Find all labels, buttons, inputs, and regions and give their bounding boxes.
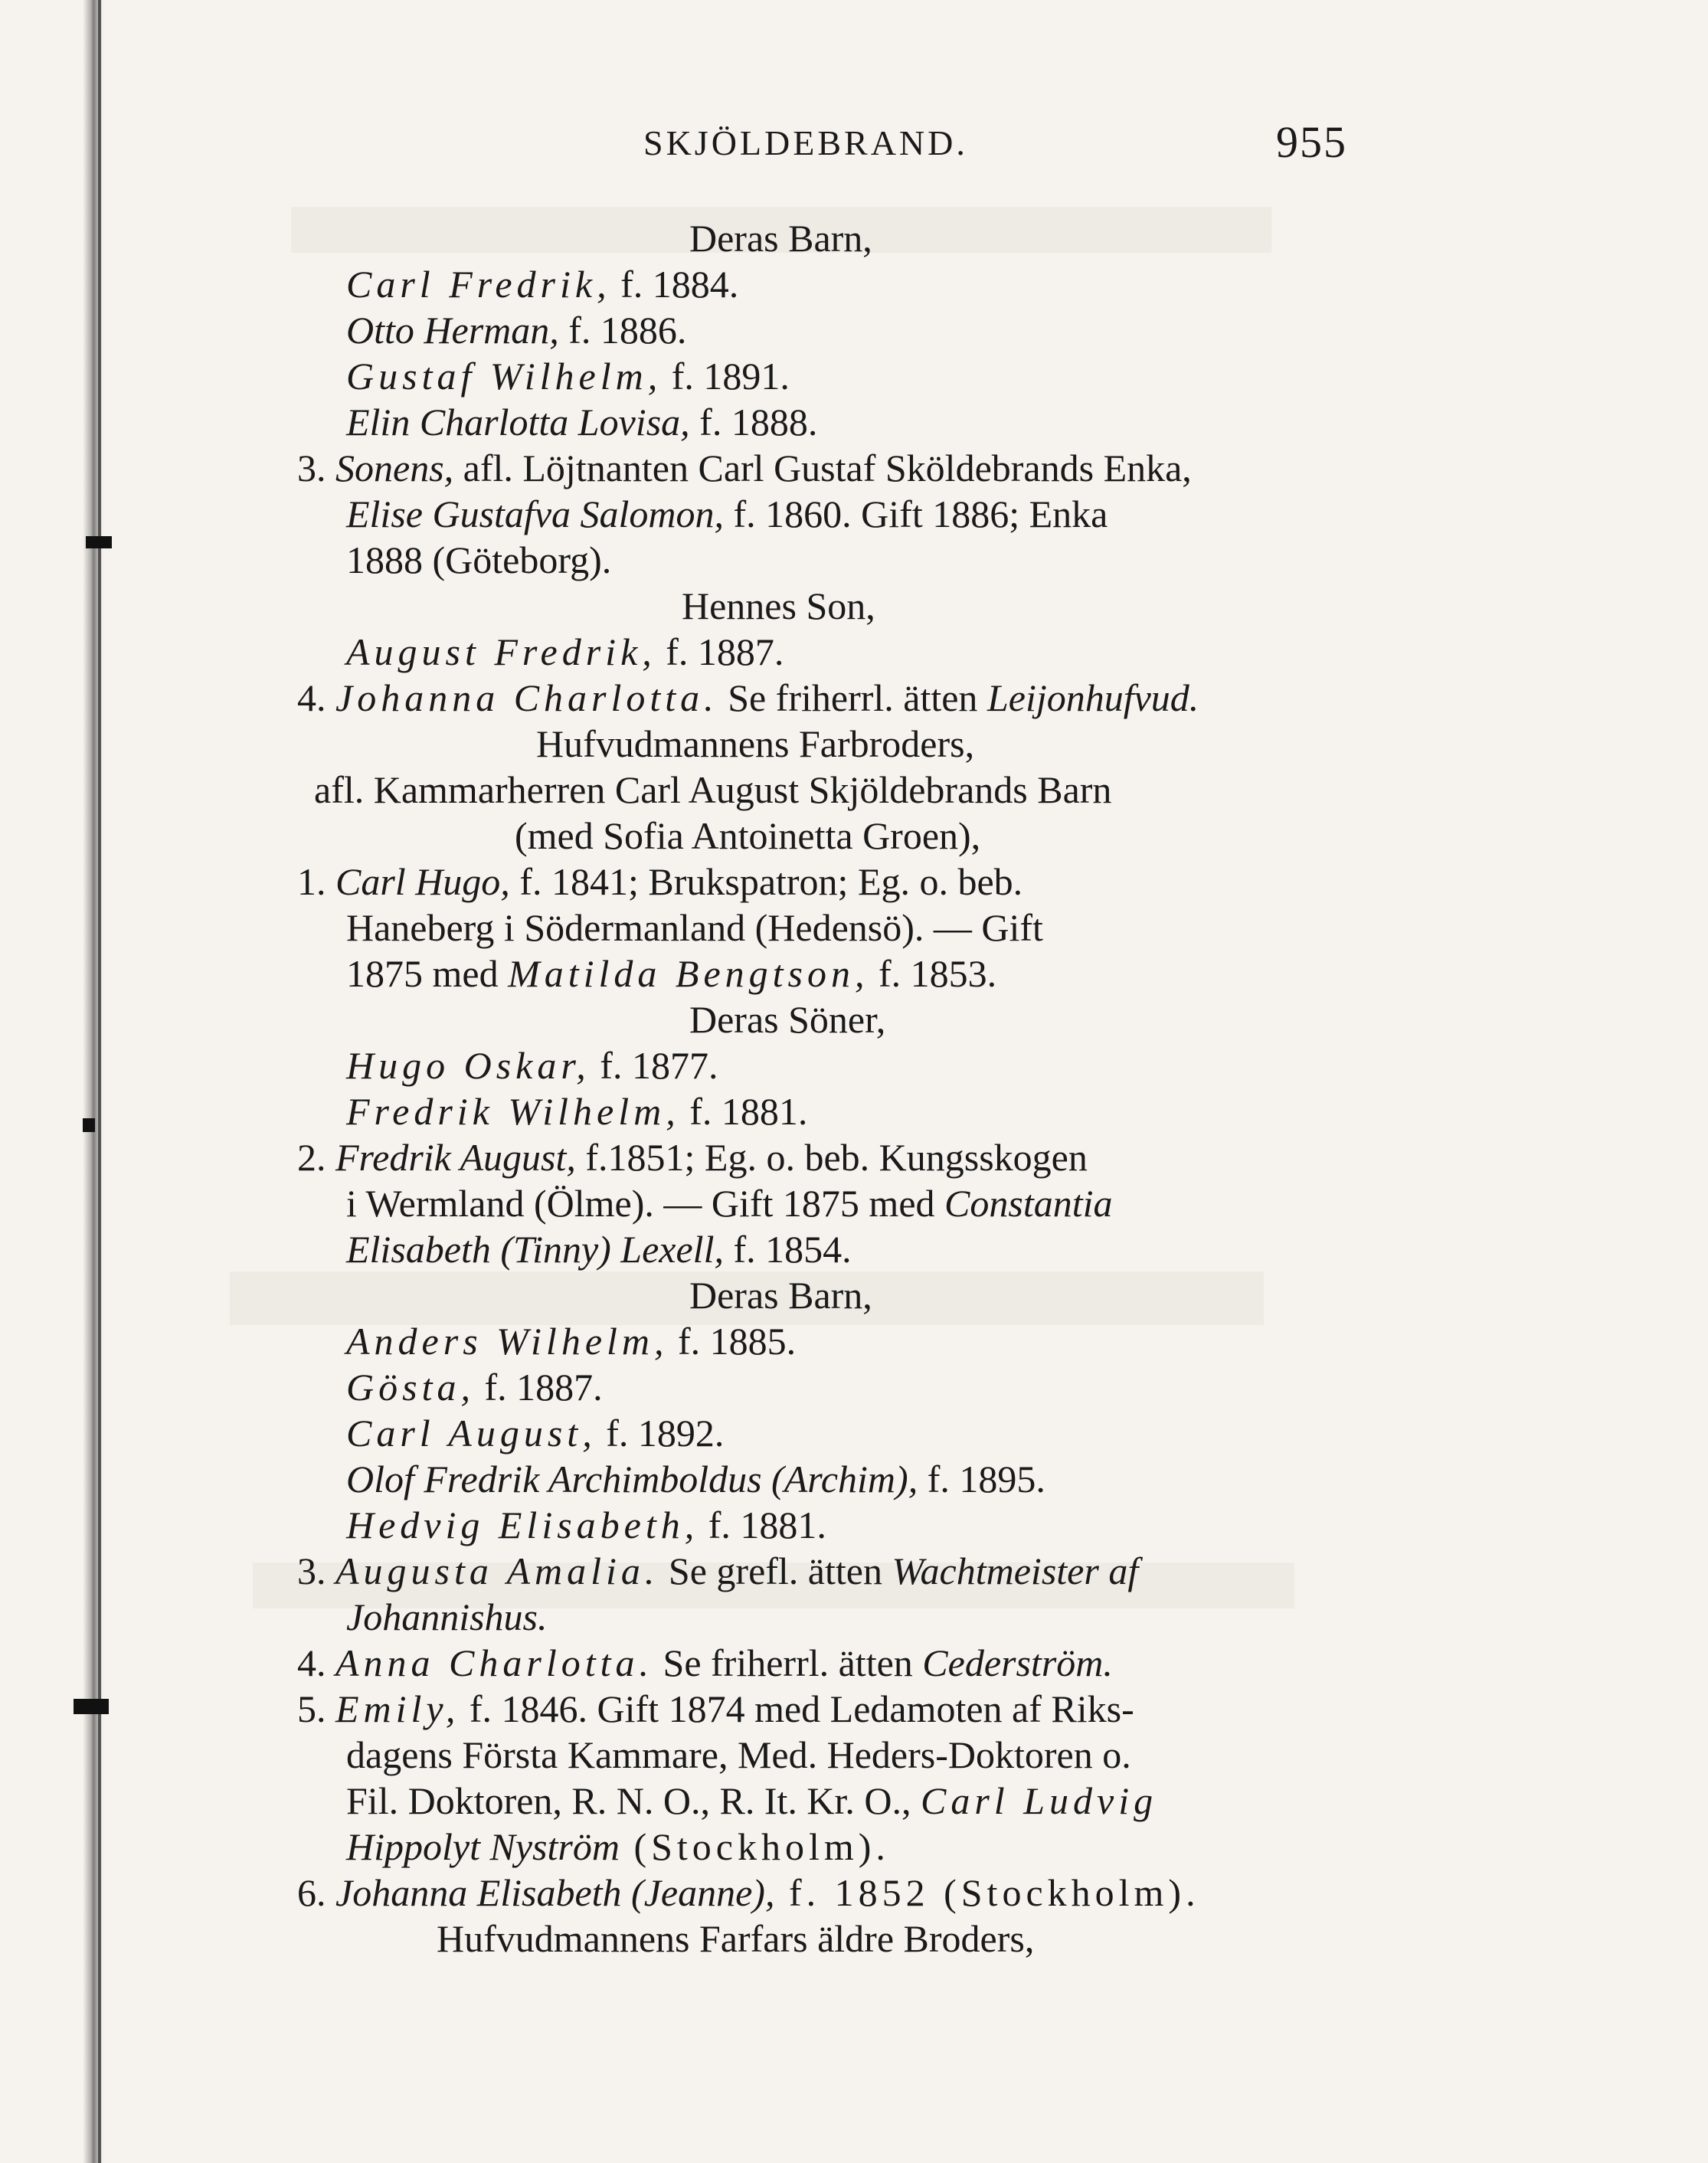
- text-line: [297, 1687, 1134, 1731]
- line-text: f.1851; Eg. o. beb. Kungsskogen: [575, 1136, 1088, 1179]
- page-number: 955: [1276, 117, 1347, 167]
- entry-number: 3.: [297, 1549, 335, 1592]
- text-line: [346, 538, 611, 582]
- text-line: [346, 951, 996, 996]
- text-line: [297, 676, 1199, 720]
- line-text: f. 1886.: [558, 309, 687, 352]
- person-name: Gösta,: [346, 1366, 475, 1409]
- person-name: Carl Ludvig: [921, 1779, 1158, 1822]
- binding-tick-mark: [86, 536, 112, 548]
- line-text: f. 1891.: [662, 355, 790, 398]
- person-name: Otto Herman,: [346, 309, 559, 352]
- heading-text: Hufvudmannens Farfars äldre Broders,: [437, 1917, 1035, 1960]
- section-heading: [536, 722, 974, 766]
- text-line: [346, 1503, 826, 1547]
- text-line: [297, 1641, 1113, 1685]
- person-name: Hugo Oskar,: [346, 1044, 591, 1087]
- person-name: Johanna Elisabeth (Jeanne),: [335, 1871, 775, 1914]
- text-line: [346, 354, 790, 398]
- person-name: August Fredrik,: [346, 630, 656, 673]
- text-line: [346, 492, 1108, 536]
- section-heading: [682, 584, 875, 628]
- line-text: f. 1881.: [699, 1504, 826, 1546]
- line-text: f. 1888.: [689, 401, 818, 443]
- line-text: (Stockholm).: [619, 1825, 890, 1868]
- person-name: Olof Fredrik Archimboldus (Archim),: [346, 1458, 918, 1500]
- person-name: Matilda Bengtson,: [508, 952, 869, 995]
- family-reference: Cederström.: [922, 1641, 1113, 1684]
- entry-number: 1.: [297, 860, 335, 903]
- line-text: (med Sofia Antoinetta Groen),: [515, 814, 981, 857]
- running-header: SKJÖLDEBRAND.: [643, 123, 968, 162]
- family-reference: Wachtmeister af: [892, 1549, 1139, 1592]
- text-line: [346, 630, 784, 674]
- section-heading: [689, 997, 885, 1042]
- line-text: f. 1846. Gift 1874 med Ledamoten af Riks-: [460, 1687, 1134, 1730]
- line-text: f. 1884.: [610, 263, 739, 306]
- entry-number: 4.: [297, 676, 335, 719]
- text-line: [297, 446, 1192, 490]
- family-reference: Leijonhufvud.: [987, 676, 1199, 719]
- text-line: [346, 1733, 1131, 1777]
- line-text: afl. Löjtnanten Carl Gustaf Sköldebrands Enka,: [453, 447, 1192, 489]
- text-line: [346, 262, 738, 306]
- line-text: f. 1887.: [656, 630, 784, 673]
- text-line: [346, 308, 686, 352]
- binding-tick-mark: [83, 1118, 95, 1132]
- person-name: Constantia: [944, 1182, 1113, 1225]
- line-text: f. 1885.: [668, 1320, 797, 1363]
- entry-number: 5.: [297, 1687, 335, 1730]
- text-line: [346, 1089, 807, 1134]
- person-name: Elise Gustafva Salomon,: [346, 492, 725, 535]
- line-text: Se friherrl. ätten: [718, 676, 987, 719]
- line-text: f. 1841; Brukspatron; Eg. o. beb.: [509, 860, 1023, 903]
- heading-text: Deras Barn,: [689, 217, 872, 260]
- line-text: f. 1852 (Stockholm).: [774, 1871, 1200, 1914]
- section-heading: [689, 216, 872, 260]
- text-line: [346, 400, 817, 444]
- line-text: f. 1881.: [679, 1090, 808, 1133]
- family-reference: Johannishus.: [346, 1595, 548, 1638]
- heading-text: Deras Barn,: [689, 1274, 872, 1317]
- person-name: Elin Charlotta Lovisa,: [346, 401, 690, 443]
- line-text: i Wermland (Ölme). — Gift 1875 med: [346, 1182, 945, 1225]
- line-text: Haneberg i Södermanland (Hedensö). — Gift: [346, 906, 1043, 949]
- entry-number: 4.: [297, 1641, 335, 1684]
- text-line: [346, 1595, 548, 1639]
- text-line: [346, 1043, 718, 1088]
- text-line: [297, 1549, 1138, 1593]
- text-line: [314, 767, 1111, 812]
- text-line: [346, 1227, 852, 1271]
- line-text: Se friherrl. ätten: [653, 1641, 923, 1684]
- person-name: Hedvig Elisabeth,: [346, 1504, 699, 1546]
- person-name: Anna Charlotta.: [335, 1641, 654, 1684]
- text-line: [346, 1779, 1157, 1823]
- line-text: f. 1877.: [590, 1044, 718, 1087]
- text-line: [346, 905, 1043, 950]
- person-name: Elisabeth (Tinny) Lexell,: [346, 1228, 724, 1271]
- person-name: Carl August,: [346, 1412, 597, 1455]
- heading-text: Hufvudmannens Farbroders,: [536, 722, 975, 765]
- text-line: [297, 859, 1023, 904]
- binding-tick-mark: [74, 1699, 109, 1714]
- person-name: Sonens,: [335, 447, 454, 489]
- person-name: Fredrik Wilhelm,: [346, 1090, 680, 1133]
- heading-text: Hennes Son,: [682, 584, 875, 627]
- text-line: [297, 1135, 1088, 1180]
- line-text: f. 1854.: [723, 1228, 852, 1271]
- entry-number: 6.: [297, 1871, 335, 1914]
- text-line: [346, 1181, 1113, 1225]
- section-heading: [689, 1273, 872, 1317]
- person-name: Johanna Charlotta.: [335, 676, 718, 719]
- line-text: f. 1853.: [869, 952, 997, 995]
- line-text: dagens Första Kammare, Med. Heders-Doktoren o.: [346, 1733, 1131, 1776]
- line-text: Fil. Doktoren, R. N. O., R. It. Kr. O.,: [346, 1779, 921, 1822]
- entry-number: 3.: [297, 447, 335, 489]
- line-text: 1888 (Göteborg).: [346, 538, 612, 581]
- person-name: Carl Fredrik,: [346, 263, 611, 306]
- text-line: [515, 813, 980, 858]
- line-text: f. 1892.: [596, 1412, 725, 1455]
- entry-number: 2.: [297, 1136, 335, 1179]
- text-line: [346, 1411, 724, 1455]
- person-name: Anders Wilhelm,: [346, 1320, 669, 1363]
- person-name: Carl Hugo,: [335, 860, 510, 903]
- text-line: [346, 1824, 890, 1869]
- person-name: Gustaf Wilhelm,: [346, 355, 663, 398]
- person-name: Fredrik August,: [335, 1136, 576, 1179]
- heading-text: Deras Söner,: [689, 998, 886, 1041]
- line-text: f. 1895.: [918, 1458, 1045, 1500]
- section-heading: [437, 1916, 1034, 1961]
- line-text: f. 1860. Gift 1886; Enka: [724, 492, 1108, 535]
- line-text: f. 1887.: [474, 1366, 603, 1409]
- text-line: [346, 1457, 1045, 1501]
- person-name: Hippolyt Nyström: [346, 1825, 620, 1868]
- text-line: [346, 1319, 796, 1363]
- person-name: Augusta Amalia.: [335, 1549, 659, 1592]
- page-binding-edge: [98, 0, 101, 2163]
- text-line: [297, 1870, 1200, 1915]
- line-text: Se grefl. ätten: [659, 1549, 892, 1592]
- line-text: afl. Kammarherren Carl August Skjöldebrands Barn: [314, 768, 1112, 811]
- line-text: 1875 med: [346, 952, 509, 995]
- person-name: Emily,: [335, 1687, 460, 1730]
- text-line: [346, 1365, 603, 1409]
